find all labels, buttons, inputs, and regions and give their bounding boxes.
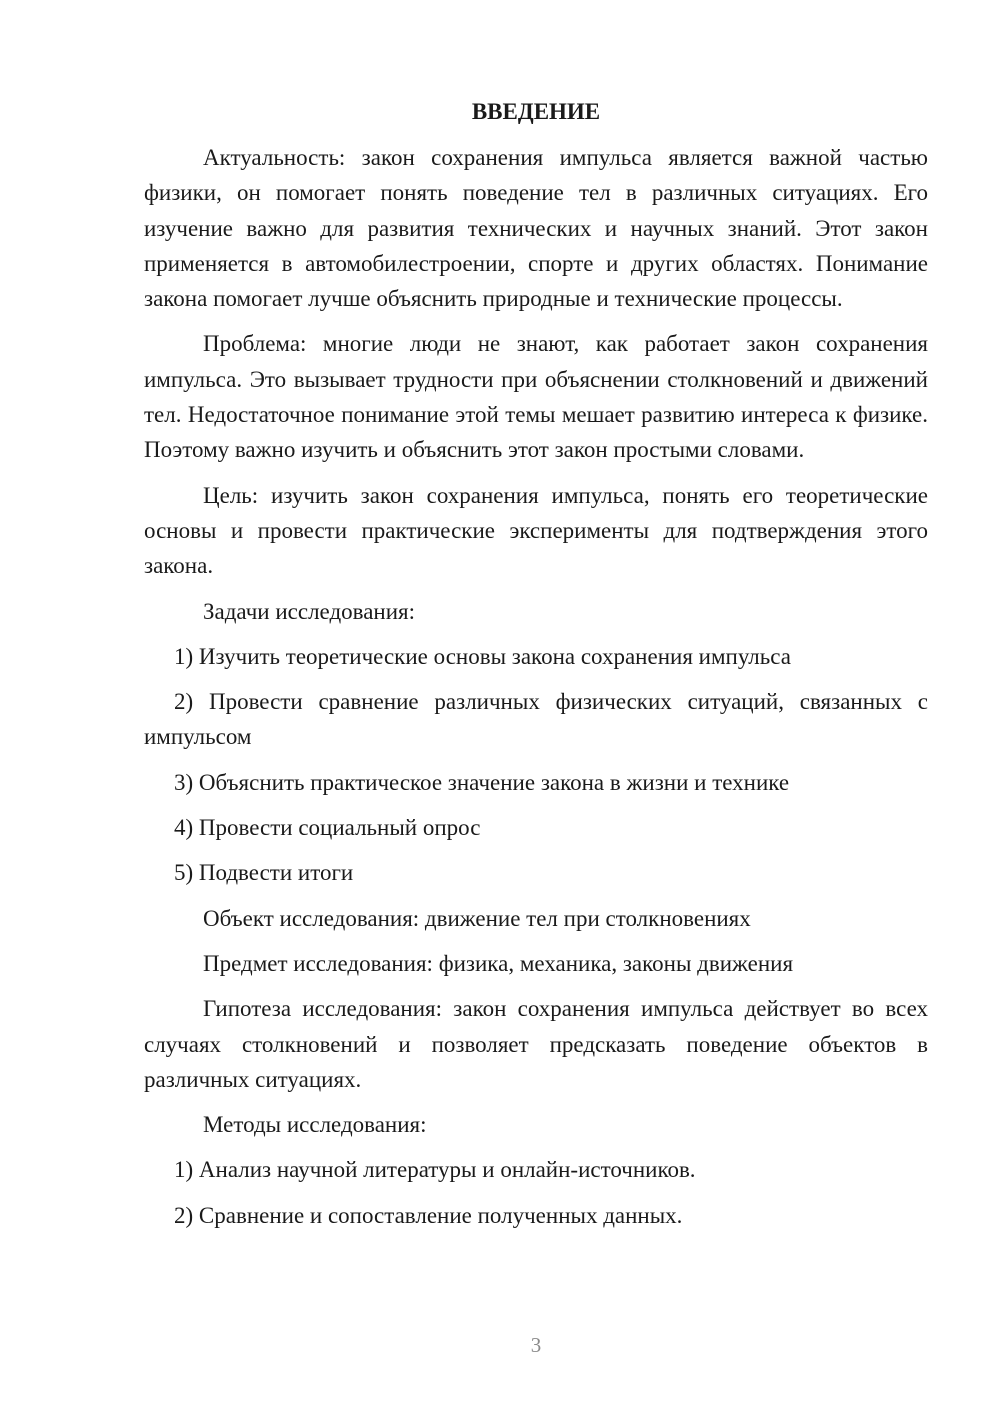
section-heading: ВВЕДЕНИЕ: [471, 99, 601, 124]
task-item: 1) Изучить теоретические основы закона сохранения импульса: [174, 643, 791, 669]
subject-paragraph: Предмет исследования: физика, механика, законы движения: [203, 950, 794, 976]
task-item: 2) Провести сравнение различных физических ситуаций, связанных с импульсом: [144, 689, 928, 750]
methods-title: Методы исследования:: [203, 1112, 427, 1138]
task-item: 3) Объяснить практическое значение закона в жизни и технике: [174, 769, 790, 795]
tasks-title: Задачи исследования:: [203, 598, 416, 624]
method-item: 2) Сравнение и сопоставление полученных данных.: [174, 1202, 683, 1228]
page-number: 3: [530, 1333, 542, 1357]
object-paragraph: Объект исследования: движение тел при столкновениях: [203, 905, 751, 931]
method-item: 1) Анализ научной литературы и онлайн-источников.: [174, 1157, 696, 1183]
problem-paragraph: Проблема: многие люди не знают, как работает закон сохранения импульса. Это вызывает трудности при объяснении столкновений и движений тел. Недостаточное понимание этой темы мешает развитию интереса к физике. Поэтому важно изучить и объяснить этот закон простыми словами.: [144, 331, 928, 463]
page-content: [144, 94, 928, 1233]
hypothesis-paragraph: Гипотеза исследования: закон сохранения импульса действует во всех случаях столкновений и позволяет предсказать поведение объектов в различных ситуациях.: [144, 996, 928, 1092]
relevance-paragraph: Актуальность: закон сохранения импульса является важной частью физики, он помогает понять поведение тел в различных ситуациях. Его изучение важно для развития технических и научных знаний. Этот закон применяется в автомобилестроении, спорте и других областях. Понимание закона помогает лучше объяснить природные и технические процессы.: [144, 145, 928, 312]
task-item: 4) Провести социальный опрос: [174, 815, 481, 841]
task-item: 5) Подвести итоги: [174, 860, 354, 886]
goal-paragraph: Цель: изучить закон сохранения импульса, понять его теоретические основы и провести практические эксперименты для подтверждения этого закона.: [144, 482, 928, 579]
